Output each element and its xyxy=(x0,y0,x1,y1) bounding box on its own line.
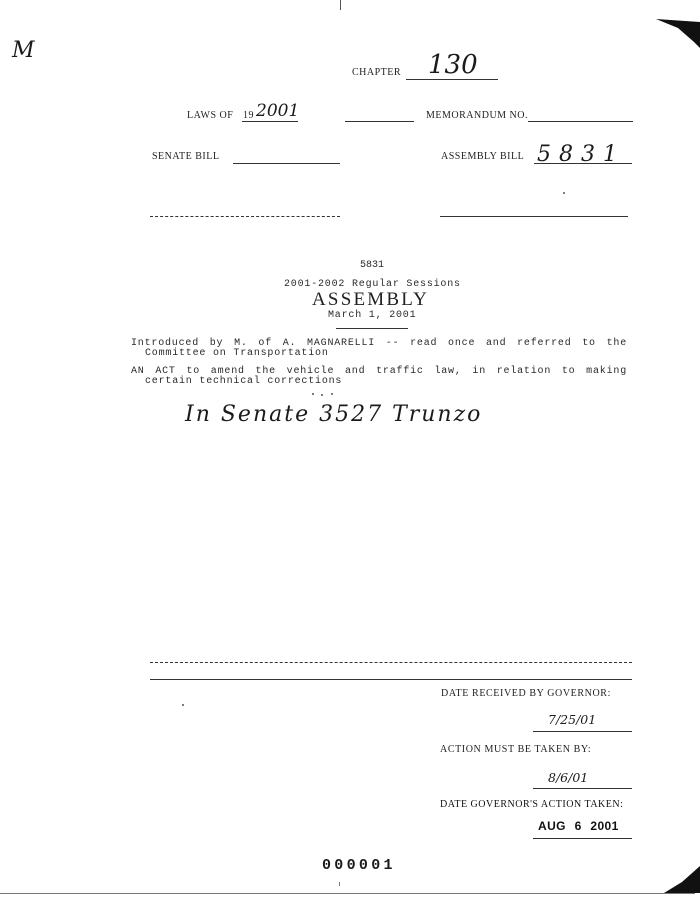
scan-speck xyxy=(182,704,184,706)
bottom-right-corner-fold xyxy=(660,862,700,896)
top-scan-tick xyxy=(340,0,341,10)
senate-bill-underline xyxy=(233,163,340,164)
blank-field-underline xyxy=(345,121,414,122)
act-line-1: AN ACT to amend the vehicle and traffic law, in relation to making xyxy=(131,366,627,377)
chapter-number: 130 xyxy=(428,50,478,80)
action-taken-stamp: AUG 6 2001 xyxy=(538,819,619,833)
chapter-label: CHAPTER xyxy=(352,67,402,78)
date-received-label: DATE RECEIVED BY GOVERNOR: xyxy=(441,688,611,699)
action-deadline-label: ACTION MUST BE TAKEN BY: xyxy=(440,744,592,755)
heading-divider xyxy=(336,328,408,329)
handwritten-senate-note: In Senate 3527 Trunzo xyxy=(185,402,483,427)
bill-date: March 1, 2001 xyxy=(328,310,417,321)
memorandum-label: MEMORANDUM NO. xyxy=(426,110,529,121)
scan-tick xyxy=(339,882,340,886)
scan-speck xyxy=(312,393,314,395)
date-received-underline xyxy=(533,731,632,732)
assembly-bill-number: 5831 xyxy=(537,142,625,167)
bottom-scan-line xyxy=(0,893,695,894)
scan-speck xyxy=(321,394,323,396)
left-blank-line xyxy=(150,216,340,217)
handwritten-initials: M xyxy=(12,38,35,63)
page-number: 000001 xyxy=(322,857,396,874)
action-deadline-value: 8/6/01 xyxy=(548,770,589,785)
assembly-bill-label: ASSEMBLY BILL xyxy=(441,151,525,162)
scan-speck xyxy=(331,393,333,395)
house-title: ASSEMBLY xyxy=(312,289,430,310)
section-divider-top xyxy=(150,662,632,663)
session-line: 2001-2002 Regular Sessions xyxy=(284,279,461,290)
laws-of-year: 2001 xyxy=(256,101,300,121)
act-line-2: certain technical corrections xyxy=(145,376,343,387)
laws-of-label: LAWS OF xyxy=(187,110,234,121)
action-deadline-underline xyxy=(533,788,632,789)
scan-speck xyxy=(563,192,565,194)
date-received-value: 7/25/01 xyxy=(548,712,597,727)
memorandum-underline xyxy=(528,121,633,122)
top-right-corner-fold xyxy=(650,15,700,55)
section-divider-bottom xyxy=(150,679,632,680)
introduced-line-1: Introduced by M. of A. MAGNARELLI -- read once and referred to the xyxy=(131,338,627,349)
introduced-line-2: Committee on Transportation xyxy=(145,348,329,359)
action-taken-label: DATE GOVERNOR'S ACTION TAKEN: xyxy=(440,799,624,810)
right-blank-line xyxy=(440,216,628,217)
laws-of-typed-prefix: 19 xyxy=(243,110,254,121)
bill-number: 5831 xyxy=(360,260,385,271)
senate-bill-label: SENATE BILL xyxy=(152,151,220,162)
laws-of-underline xyxy=(242,121,298,122)
action-taken-underline xyxy=(533,838,632,839)
